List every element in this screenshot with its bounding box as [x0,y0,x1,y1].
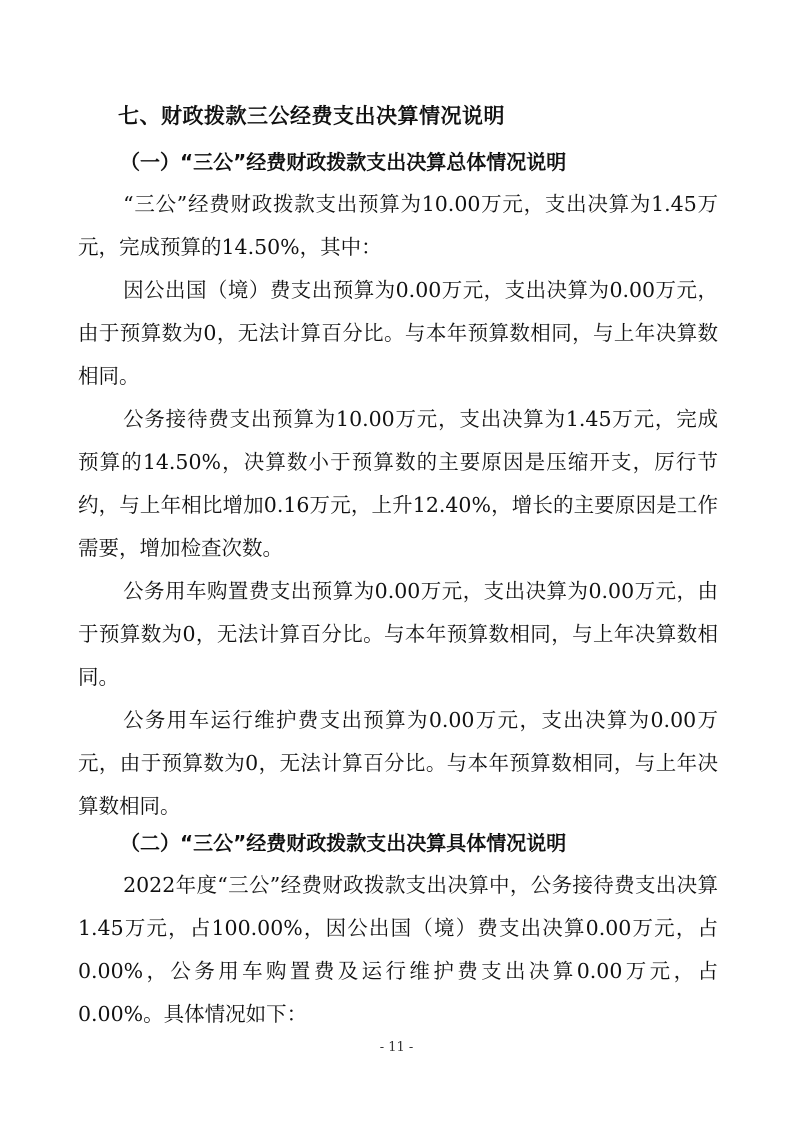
paragraph-total: “三公”经费财政拨款支出预算为10.00万元，支出决算为1.45万元，完成预算的14.50%，其中： [78,192,718,259]
section-heading: 七、财政拨款三公经费支出决算情况说明 [118,104,505,128]
paragraph-reception: 公务接待费支出预算为10.00万元，支出决算为1.45万元，完成预算的14.50%，决算数小于预算数的主要原因是压缩开支，厉行节约，与上年相比增加0.16万元，上升12.40%，增长的主要原因是工作需要，增加检查次数。 [78,407,718,560]
paragraph-vehicle-maintenance: 公务用车运行维护费支出预算为0.00万元，支出决算为0.00万元，由于预算数为0，无法计算百分比。与本年预算数相同，与上年决算数相同。 [78,708,718,818]
subsection-title-overview: （一）“三公”经费财政拨款支出决算总体情况说明 [120,150,567,174]
detail-body [78,864,718,1036]
paragraph-overseas: 因公出国（境）费支出预算为0.00万元，支出决算为0.00万元，由于预算数为0，无法计算百分比。与本年预算数相同，与上年决算数相同。 [78,278,718,388]
overview-body [78,183,718,828]
subsection-title-detail: （二）“三公”经费财政拨款支出决算具体情况说明 [120,831,567,855]
paragraph-vehicle-purchase: 公务用车购置费支出预算为0.00万元，支出决算为0.00万元，由于预算数为0，无法计算百分比。与本年预算数相同，与上年决算数相同。 [78,579,718,689]
page-number: - 11 - [379,1040,414,1055]
paragraph-detail: 2022年度“三公”经费财政拨款支出决算中，公务接待费支出决算1.45万元，占100.00%，因公出国（境）费支出决算0.00万元，占0.00%，公务用车购置费及运行维护费支出决算0.00万元，占0.00%。具体情况如下： [78,873,718,1026]
